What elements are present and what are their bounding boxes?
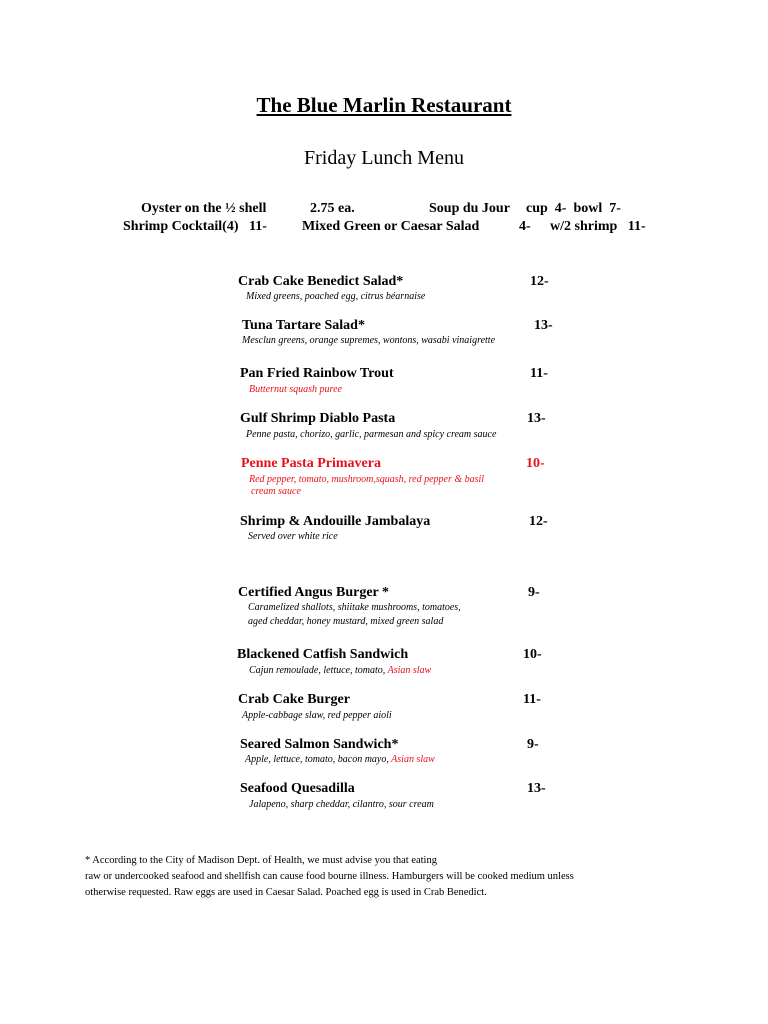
item-name: Pan Fried Rainbow Trout bbox=[240, 366, 394, 381]
item-description: Apple-cabbage slaw, red pepper aioli bbox=[242, 710, 392, 721]
item-price: 9- bbox=[528, 585, 540, 600]
disclaimer-line-2: raw or undercooked seafood and shellfish can cause food bourne illness. Hamburgers will be cooked medium unless bbox=[85, 871, 574, 882]
health-disclaimer bbox=[85, 853, 685, 901]
item-price: 13- bbox=[534, 318, 553, 333]
item-price: 13- bbox=[527, 411, 546, 426]
soup-prices: cup 4- bowl 7- bbox=[526, 201, 621, 216]
item-price: 10- bbox=[523, 647, 542, 662]
item-description bbox=[249, 665, 431, 676]
shrimp-cocktail: Shrimp Cocktail(4) 11- bbox=[123, 219, 267, 234]
item-description-highlight: Asian slaw bbox=[388, 754, 435, 765]
menu-subtitle: Friday Lunch Menu bbox=[304, 147, 464, 169]
item-price: 12- bbox=[529, 514, 548, 529]
item-price: 10- bbox=[526, 456, 545, 471]
item-description-continued: aged cheddar, honey mustard, mixed green salad bbox=[248, 616, 444, 627]
item-description-continued: cream sauce bbox=[251, 486, 301, 497]
item-description: Served over white rice bbox=[248, 531, 338, 542]
oyster-label: Oyster on the ½ shell bbox=[141, 201, 267, 216]
item-description: Butternut squash puree bbox=[249, 384, 342, 395]
item-name: Gulf Shrimp Diablo Pasta bbox=[240, 411, 396, 426]
item-description: Mesclun greens, orange supremes, wontons, wasabi vinaigrette bbox=[242, 335, 496, 346]
item-description: Jalapeno, sharp cheddar, cilantro, sour cream bbox=[249, 799, 434, 810]
item-name: Shrimp & Andouille Jambalaya bbox=[240, 514, 431, 529]
item-name: Seared Salmon Sandwich* bbox=[240, 737, 399, 752]
item-price: 13- bbox=[527, 781, 546, 796]
item-description: Penne pasta, chorizo, garlic, parmesan and spicy cream sauce bbox=[246, 429, 497, 440]
item-name: Certified Angus Burger * bbox=[238, 585, 390, 600]
item-name: Seafood Quesadilla bbox=[240, 781, 355, 796]
item-description bbox=[245, 754, 435, 765]
item-description: Red pepper, tomato, mushroom,squash, red pepper & basil bbox=[249, 474, 485, 485]
item-price: 9- bbox=[527, 737, 539, 752]
salad-shrimp-price: w/2 shrimp 11- bbox=[550, 219, 646, 234]
restaurant-title: The Blue Marlin Restaurant bbox=[256, 93, 512, 117]
item-description: Caramelized shallots, shiitake mushrooms, tomatoes, bbox=[248, 602, 461, 613]
disclaimer-line-3: otherwise requested. Raw eggs are used in Caesar Salad. Poached egg is used in Crab Benedict. bbox=[85, 887, 487, 898]
salad-label: Mixed Green or Caesar Salad bbox=[302, 219, 480, 234]
oyster-price: 2.75 ea. bbox=[310, 201, 355, 216]
item-description-highlight: Asian slaw bbox=[385, 665, 432, 676]
item-description-text: Cajun remoulade, lettuce, tomato, bbox=[249, 665, 386, 676]
item-name: Crab Cake Benedict Salad* bbox=[238, 274, 404, 289]
disclaimer-line-1: * According to the City of Madison Dept. of Health, we must advise you that eating bbox=[85, 855, 437, 866]
item-description: Mixed greens, poached egg, citrus béarnaise bbox=[246, 291, 426, 302]
soup-label: Soup du Jour bbox=[429, 201, 510, 216]
salad-price: 4- bbox=[519, 219, 531, 234]
item-description-text: Apple, lettuce, tomato, bacon mayo, bbox=[245, 754, 389, 765]
item-price: 12- bbox=[530, 274, 549, 289]
item-name: Tuna Tartare Salad* bbox=[242, 318, 365, 333]
item-name: Penne Pasta Primavera bbox=[241, 456, 381, 471]
item-price: 11- bbox=[530, 366, 548, 381]
item-price: 11- bbox=[523, 692, 541, 707]
item-name: Blackened Catfish Sandwich bbox=[237, 647, 409, 662]
item-name: Crab Cake Burger bbox=[238, 692, 350, 707]
